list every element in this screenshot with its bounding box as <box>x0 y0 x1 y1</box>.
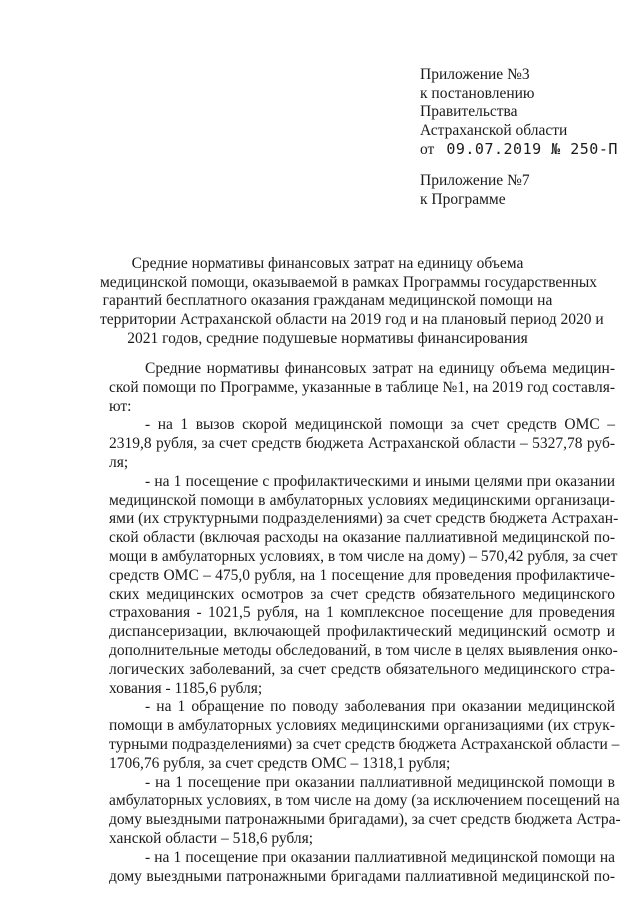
body-line: страхования - 1021,5 рубля, на 1 комплексное посещение для проведения <box>109 604 615 622</box>
appendix-number: Приложение №3 <box>420 66 530 83</box>
body-line: - на 1 посещение при оказании паллиативной медицинской помощи в <box>145 773 615 791</box>
program-appendix-ref: к Программе <box>420 190 506 208</box>
body-line: ями (их структурными подразделениями) за счет средств бюджета Астрахан- <box>109 510 619 528</box>
body-line: помощи в амбулаторных условиях медицинскими организациями (их струк- <box>109 717 615 735</box>
document-body <box>109 360 621 886</box>
body-line: 2319,8 рубля, за счет средств бюджета Астраханской области – 5327,78 руб- <box>109 435 615 453</box>
program-appendix-header <box>420 172 530 209</box>
resolution-date-line <box>420 140 630 160</box>
appendix-header <box>420 66 630 160</box>
program-appendix-number: Приложение №7 <box>420 172 530 189</box>
title-line: медицинской помощи, оказываемой в рамках Программы государственных <box>100 273 598 291</box>
body-line: ской помощи по Программе, указанные в таблице №1, на 2019 год составля- <box>109 378 615 396</box>
body-line: дому выездными патронажными бригадами паллиативной медицинской по- <box>109 867 615 885</box>
body-line: диспансеризации, включающей профилактический медицинский осмотр и <box>109 623 615 641</box>
body-line: турными подразделениями) за счет средств бюджета Астраханской области – <box>109 735 620 753</box>
title-line: гарантий бесплатного оказания гражданам медицинской помощи на <box>102 292 553 310</box>
body-line: ют: <box>109 397 132 415</box>
body-line: дому выездными патронажными бригадами), за счет средств бюджета Астра- <box>109 811 621 829</box>
body-line: дополнительные методы обследований, в том числе в целях выявления онко- <box>109 641 618 659</box>
body-line: логических заболеваний, за счет средств обязательного медицинского стра- <box>109 660 615 678</box>
body-line: хования - 1185,6 рубля; <box>109 679 263 697</box>
body-line: Средние нормативы финансовых затрат на единицу объема медицин- <box>145 360 615 377</box>
body-line: ля; <box>109 453 129 471</box>
date-prefix: от <box>420 141 435 158</box>
body-line: 1706,76 рубля, за счет средств ОМС – 1318,1 рубля; <box>109 754 451 772</box>
body-line: амбулаторных условиях, в том числе на дому (за исключением посещений на <box>109 792 620 810</box>
body-line: средств ОМС – 475,0 рубля, на 1 посещение для проведения профилактиче- <box>109 566 615 584</box>
body-line: - на 1 вызов скорой медицинской помощи за счет средств ОМС – <box>145 416 615 434</box>
title-line: территории Астраханской области на 2019 год и на плановый период 2020 и <box>100 311 604 329</box>
body-line: ской области (включая расходы на оказание паллиативной медицинской по- <box>109 529 615 547</box>
resolution-date-number: 09.07.2019 № 250-П <box>446 140 618 158</box>
document-title <box>100 255 604 349</box>
body-line: - на 1 посещение при оказании паллиативной медицинской помощи на <box>145 848 615 866</box>
body-line: медицинской помощи в амбулаторных условиях медицинскими организаци- <box>109 491 615 509</box>
body-line: - на 1 посещение с профилактическими и иными целями при оказании <box>145 472 615 490</box>
appendix-to-resolution: к постановлению <box>420 84 535 102</box>
appendix-government: Правительства <box>420 103 518 120</box>
body-line: ханской области – 518,6 рубля; <box>109 829 314 847</box>
title-line: Средние нормативы финансовых затрат на единицу объема <box>131 255 524 272</box>
appendix-region: Астраханской области <box>420 121 568 139</box>
body-line: ских медицинских осмотров за счет средств обязательного медицинского <box>109 585 615 603</box>
body-line: мощи в амбулаторных условиях, в том числе на дому) – 570,42 рубля, за счет <box>109 547 618 565</box>
title-line: 2021 годов, средние подушевые нормативы финансирования <box>127 329 528 347</box>
body-line: - на 1 обращение по поводу заболевания при оказании медицинской <box>145 698 615 716</box>
